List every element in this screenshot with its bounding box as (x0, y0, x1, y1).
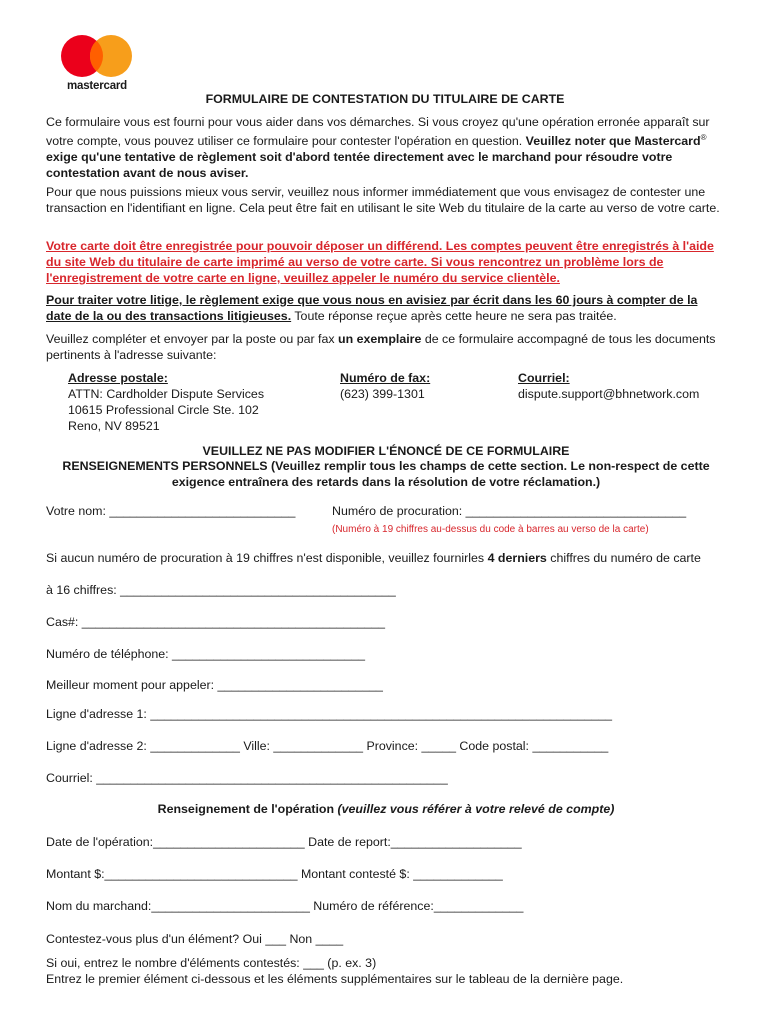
postal-label: Adresse postale: (68, 371, 168, 385)
mastercard-logo (58, 34, 138, 96)
transaction-date-field[interactable]: Date de l'opération:______________________ Date de report:___________________ (46, 835, 522, 849)
postal-line: 10615 Professional Circle Ste. 102 (68, 403, 259, 417)
operation-heading-italic: (veuillez vous référer à votre relevé de compte) (334, 802, 615, 816)
case-number-field[interactable]: Cas#: ____________________________________________ (46, 615, 386, 629)
form-title: FORMULAIRE DE CONTESTATION DU TITULAIRE DE CARTE (205, 92, 565, 106)
fax-block (340, 370, 430, 402)
fax-label: Numéro de fax: (340, 371, 431, 385)
amount-field[interactable]: Montant $:____________________________ Montant contesté $: _____________ (46, 867, 503, 881)
email-label: Courriel: (518, 371, 570, 385)
name-field[interactable]: Votre nom: ___________________________ (46, 504, 296, 518)
proxy-number-note: (Numéro à 19 chiffres au-dessus du code à barres au verso de la carte) (332, 524, 649, 535)
operation-heading-bold: Renseignement de l'opération (157, 802, 335, 816)
proxy-number-field[interactable]: Numéro de procuration: ________________________________ (332, 504, 687, 518)
postal-line: ATTN: Cardholder Dispute Services (68, 387, 265, 401)
best-time-field[interactable]: Meilleur moment pour appeler: ________________________ (46, 678, 383, 692)
logo-wordmark: mastercard (66, 80, 127, 92)
personal-info-heading: RENSEIGNEMENTS PERSONNELS (Veuillez remplir tous les champs de cette section. Le non-respect de cette exigence entraînera des retards dans la résolution de votre réclamation.) (62, 459, 710, 489)
deadline-bold: Pour traiter votre litige, le règlement exige que vous nous en avisiez par écrit dans les 60 jours à compter de la date de la ou des transactions litigieuses. (46, 293, 698, 323)
item-count-field[interactable]: Si oui, entrez le nombre d'éléments contestés: ___ (p. ex. 3) (46, 956, 377, 970)
send-paragraph (46, 331, 726, 363)
intro-text: Ce formulaire vous est fourni pour vous aider dans vos démarches. Si vous croyez qu'une opération erronée apparaît sur votre compte, vous pouvez utiliser ce formulaire pour contester l'opération en question. (46, 115, 710, 149)
online-paragraph: Pour que nous puissions mieux vous servir, veuillez nous informer immédiatement que vous envisagez de contester une transaction en l'identifiant en ligne. Cela peut être fait en utilisant le site Web du titulaire de la carte au verso de votre carte. (46, 185, 720, 215)
address-line-1-field[interactable]: Ligne d'adresse 1: ___________________________________________________________________ (46, 707, 613, 721)
fax-number: (623) 399-1301 (340, 387, 425, 401)
card-16-digits-field[interactable]: à 16 chiffres: ________________________________________ (46, 583, 396, 597)
intro-bold-2: exige qu'une tentative de règlement soit d'abord tentée directement avec le marchand pour résoudre votre contestation avant de nous aviser. (46, 150, 673, 181)
mastercard-circles-icon (58, 34, 136, 80)
fallback-bold: 4 derniers (487, 551, 547, 565)
fallback-instruction (46, 550, 701, 566)
intro-bold-1: Veuillez noter que Mastercard (525, 134, 701, 149)
postal-address (68, 370, 264, 434)
send-text-2: de ce formulaire accompagné de tous les documents pertinents à l'adresse suivante: (46, 332, 716, 362)
fallback-text-c: chiffres du numéro de carte (546, 551, 701, 565)
phone-field[interactable]: Numéro de téléphone: ____________________________ (46, 647, 366, 661)
registration-notice: Votre carte doit être enregistrée pour pouvoir déposer un différend. Les comptes peuvent être enregistrés à l'aide du site Web du titulaire de carte imprimé au verso de votre carte. Si vous rencontrez un problème lors de l'enregistrement de votre carte en ligne, veuillez appeler le numéro du service clientèle. (46, 239, 714, 285)
email-field[interactable]: Courriel: ___________________________________________________ (46, 771, 448, 785)
send-text-1: Veuillez compléter et envoyer par la poste ou par fax (46, 332, 339, 346)
deadline-paragraph (46, 292, 726, 324)
operation-heading (46, 801, 726, 817)
multiple-items-question[interactable]: Contestez-vous plus d'un élément? Oui ___ Non ____ (46, 932, 344, 946)
address-line-2-field[interactable]: Ligne d'adresse 2: _____________ Ville: _____________ Province: _____ Code postal: ___________ (46, 739, 609, 753)
email-address: dispute.support@bhnetwork.com (518, 387, 700, 401)
first-item-instruction: Entrez le premier élément ci-dessous et les éléments supplémentaires sur le tableau de la dernière page. (46, 972, 624, 986)
merchant-field[interactable]: Nom du marchand:_______________________ Numéro de référence:_____________ (46, 899, 524, 913)
fallback-text-a: Si aucun numéro de procuration à 19 chiffres n'est disponible, veuillez fournirles (46, 551, 488, 565)
send-bold: un exemplaire (338, 332, 422, 346)
do-not-modify-warning: VEUILLEZ NE PAS MODIFIER L'ÉNONCÉ DE CE FORMULAIRE (202, 444, 570, 458)
registered-mark: ® (700, 133, 707, 142)
postal-line: Reno, NV 89521 (68, 419, 160, 433)
intro-paragraph (46, 114, 726, 181)
deadline-rest: Toute réponse reçue après cette heure ne sera pas traitée. (291, 309, 617, 323)
email-block (518, 370, 699, 402)
